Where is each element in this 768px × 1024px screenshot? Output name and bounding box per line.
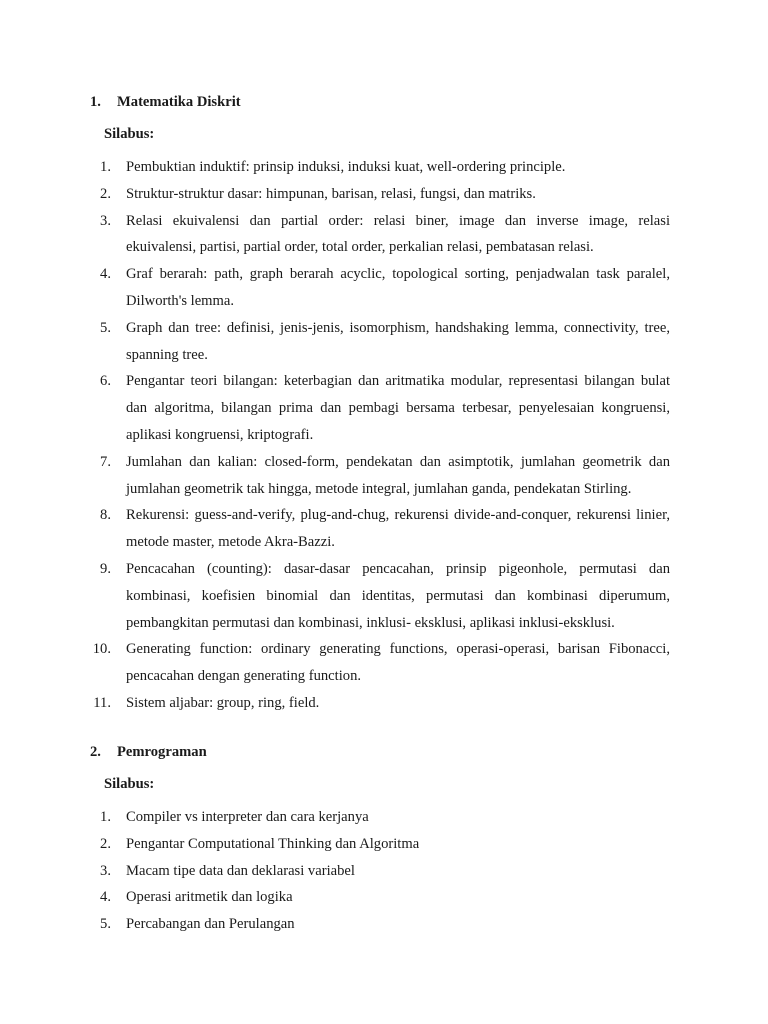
syllabus-list — [0, 154, 768, 717]
list-item-number: 6. — [100, 373, 111, 390]
list-item-text: Relasi ekuivalensi dan partial order: relasi biner, image dan inverse image, relasi ekuivalensi, partisi, partial order, total order, perkalian relasi, pembatasan relasi. — [126, 212, 670, 256]
list-item-text: Generating function: ordinary generating functions, operasi-operasi, barisan Fibonacci, pencacahan dengan generating function. — [126, 641, 670, 685]
list-item — [0, 911, 670, 938]
list-item — [0, 690, 670, 717]
list-item-text: Struktur-struktur dasar: himpunan, barisan, relasi, fungsi, dan matriks. — [126, 185, 536, 202]
section-pemrograman — [0, 742, 768, 938]
list-item — [0, 858, 670, 885]
list-item-number: 4. — [100, 266, 111, 283]
list-item-number: 11. — [93, 694, 111, 711]
silabus-label: Silabus: — [104, 776, 155, 792]
list-item-number: 3. — [100, 862, 111, 879]
section-number: 2. — [90, 744, 101, 760]
list-item-text: Pengantar Computational Thinking dan Algoritma — [126, 835, 420, 852]
list-item — [0, 449, 670, 503]
list-item-number: 10. — [92, 641, 111, 658]
list-item-text: Graf berarah: path, graph berarah acyclic, topological sorting, penjadwalan task paralel, Dilworth's lemma. — [126, 266, 670, 309]
list-item-number: 1. — [100, 809, 111, 825]
list-item — [0, 368, 670, 448]
list-item — [0, 884, 670, 911]
list-item-text: Macam tipe data dan deklarasi variabel — [126, 862, 355, 879]
list-item-text: Pengantar teori bilangan: keterbagian dan aritmatika modular, representasi bilangan bulat dan algoritma, bilangan prima dan pembagi bersama terbesar, penyelesaian kongruensi, aplikasi kongruensi, kriptografi. — [126, 373, 670, 443]
list-item-number: 7. — [100, 453, 111, 470]
list-item — [0, 315, 670, 369]
list-item-text: Rekurensi: guess-and-verify, plug-and-chug, rekurensi divide-and-conquer, rekurensi linier, metode master, metode Akra-Bazzi. — [126, 507, 670, 551]
list-item-number: 3. — [100, 212, 111, 229]
list-item-text: Sistem aljabar: group, ring, field. — [126, 694, 320, 711]
list-item-text: Operasi aritmetik dan logika — [126, 889, 293, 906]
section-heading — [0, 92, 768, 112]
list-item — [0, 804, 670, 831]
list-item-number: 9. — [100, 560, 111, 577]
list-item-text: Percabangan dan Perulangan — [126, 916, 295, 933]
list-item-number: 4. — [100, 889, 111, 906]
section-title: Matematika Diskrit — [117, 94, 241, 110]
list-item-number: 2. — [100, 185, 111, 202]
list-item — [0, 556, 670, 636]
list-item — [0, 636, 670, 690]
list-item — [0, 181, 670, 208]
list-item-text: Pembuktian induktif: prinsip induksi, induksi kuat, well-ordering principle. — [126, 159, 566, 175]
list-item — [0, 154, 670, 181]
section-matematika-diskrit — [0, 92, 768, 717]
list-item — [0, 261, 670, 315]
section-number: 1. — [90, 94, 101, 110]
list-item-number: 1. — [100, 159, 111, 175]
list-item-number: 5. — [100, 916, 111, 933]
list-item-text: Jumlahan dan kalian: closed-form, pendekatan dan asimptotik, jumlahan geometrik dan jumlahan geometrik tak hingga, metode integral, jumlahan ganda, pendekatan Stirling. — [126, 453, 670, 497]
section-heading — [0, 742, 768, 762]
list-item — [0, 831, 670, 858]
list-item-text: Compiler vs interpreter dan cara kerjanya — [126, 809, 369, 825]
list-item-number: 8. — [100, 507, 111, 524]
list-item-number: 5. — [100, 319, 111, 336]
silabus-label: Silabus: — [104, 126, 155, 142]
section-title: Pemrograman — [117, 744, 207, 760]
list-item-text: Graph dan tree: definisi, jenis-jenis, isomorphism, handshaking lemma, connectivity, tree, spanning tree. — [126, 319, 670, 363]
syllabus-list — [0, 804, 768, 938]
list-item — [0, 208, 670, 262]
list-item-number: 2. — [100, 835, 111, 852]
list-item — [0, 502, 670, 556]
list-item-text: Pencacahan (counting): dasar-dasar pencacahan, prinsip pigeonhole, permutasi dan kombinasi, koefisien binomial dan identitas, permutasi dan kombinasi diperumum, pembangkitan permutasi dan kombinasi, inklusi- eksklusi, aplikasi inklusi-eksklusi. — [126, 560, 670, 631]
